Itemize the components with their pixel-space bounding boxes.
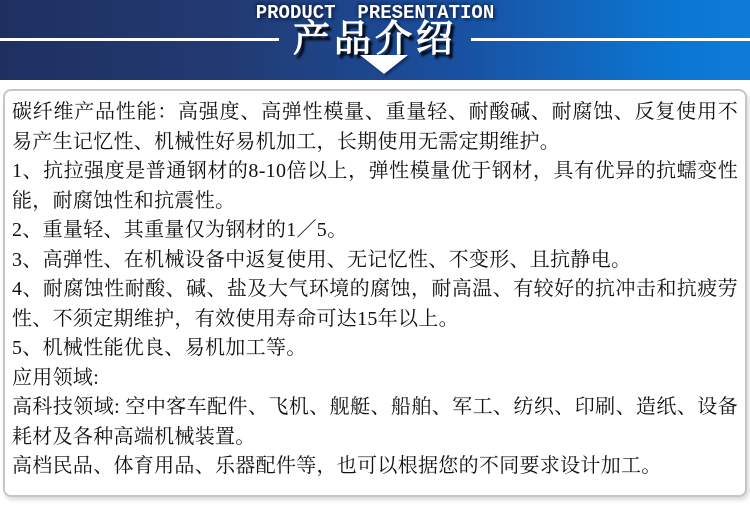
paragraph-feature-2: 2、重量轻、其重量仅为钢材的1／5。 [12, 219, 348, 241]
banner-eyebrow-text: PRODUCT PRESENTATION [255, 2, 495, 24]
paragraph-feature-3: 3、高弹性、在机械设备中返复使用、无记忆性、不变形、且抗静电。 [12, 248, 632, 271]
paragraph-applications-heading: 应用领域: [12, 366, 100, 389]
banner-title-row [0, 20, 750, 58]
paragraph-feature-4: 4、耐腐蚀性耐酸、碱、盐及大气环境的腐蚀，耐高温、有较好的抗冲击和抗疲劳性、不须定期维护，有效使用寿命可达15年以上。 [12, 278, 738, 330]
title-divider-right [471, 38, 750, 41]
product-description-card [3, 89, 747, 497]
page-title: 产品介绍 [293, 18, 457, 59]
banner [0, 0, 750, 80]
paragraph-feature-5: 5、机械性能优良、易机加工等。 [12, 337, 307, 359]
triangle-down-icon [360, 55, 408, 74]
paragraph-applications-consumer: 高档民品、体育用品、乐器配件等，也可以根据您的不同要求设计加工。 [12, 455, 662, 477]
paragraph-applications-hightech: 高科技领域: 空中客车配件、飞机、舰艇、船舶、军工、纺织、印刷、造纸、设备耗材及各种高端机械装置。 [12, 396, 738, 448]
paragraph-properties-intro: 碳纤维产品性能：高强度、高弹性模量、重量轻、耐酸碱、耐腐蚀、反复使用不易产生记忆性、机械性好易机加工，长期使用无需定期维护。 [12, 101, 738, 153]
paragraph-feature-1: 1、抗拉强度是普通钢材的8-10倍以上，弹性模量优于钢材，具有优异的抗蠕变性能，耐腐蚀性和抗震性。 [12, 160, 738, 212]
title-divider-left [0, 38, 279, 41]
